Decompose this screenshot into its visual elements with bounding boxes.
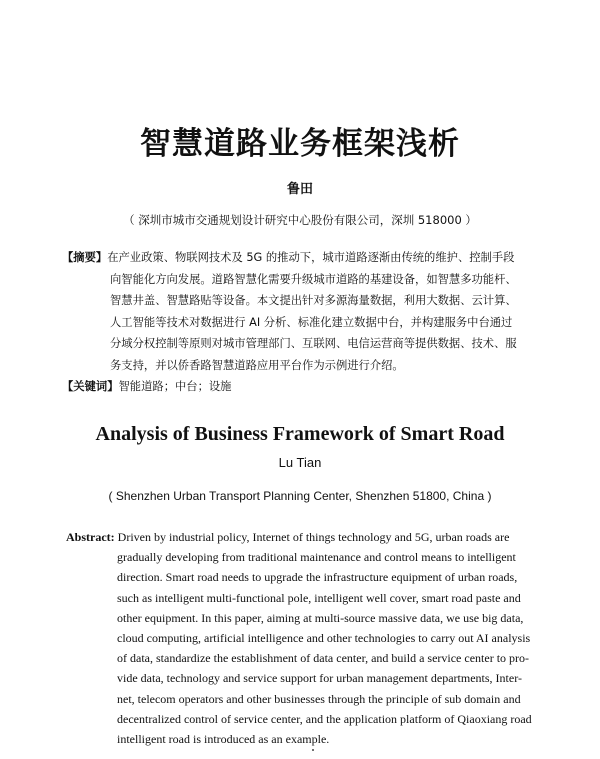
chinese-abstract-line: 人工智能等技术对数据进行 AI 分析、标准化建立数据中台，并构建服务中台通过 — [110, 315, 513, 329]
chinese-abstract-line: 智慧井盖、智慧路贴等设备。本文提出针对多源海量数据，利用大数据、云计算、 — [110, 294, 517, 307]
english-abstract-line: of data, standardize the establishment of data center, and build a service center to pro- — [117, 651, 530, 666]
english-affiliation: ( Shenzhen Urban Transport Planning Center, Shenzhen 51800, China ) — [108, 489, 492, 503]
english-abstract-line: decentralized control of service center, and the application platform of Qiaoxiang road — [117, 711, 532, 726]
english-abstract-text: Driven by industrial policy, Internet of things technology and 5G, urban roads are — [117, 530, 510, 544]
chinese-abstract-line — [62, 247, 552, 269]
english-abstract-line: vide data, technology and service support for urban management departments, Inter- — [117, 671, 522, 686]
chinese-author: 鲁田 — [286, 182, 313, 197]
chinese-abstract-line: 务支持，并以侨香路智慧道路应用平台作为示例进行介绍。 — [110, 358, 404, 372]
chinese-abstract-line: 向智能化方向发展。道路智慧化需要升级城市道路的基建设备，如智慧多功能杆、 — [110, 272, 517, 286]
english-abstract-line: such as intelligent multi-functional pole, intelligent well cover, smart road paste and — [117, 590, 521, 605]
english-abstract-label: Abstract: — [66, 530, 115, 544]
english-title: Analysis of Business Framework of Smart Road — [95, 423, 505, 445]
english-abstract-line: gradually developing from traditional maintenance and control means to intelligent — [117, 550, 516, 565]
chinese-abstract-line: 分域分权控制等原则对城市管理部门、互联网、电信运营商等提供数据、技术、服 — [110, 337, 517, 350]
chinese-title: 智慧道路业务框架浅析 — [140, 126, 460, 162]
chinese-abstract — [62, 247, 552, 398]
english-abstract-line: direction. Smart road needs to upgrade the infrastructure equipment of urban roads, — [117, 570, 518, 585]
english-abstract — [66, 527, 546, 749]
chinese-abstract-label: 【摘要】 — [62, 251, 108, 264]
chinese-keywords: 智能道路；中台；设施 — [118, 380, 232, 393]
scan-speck — [312, 749, 314, 751]
english-abstract-line: cloud computing, artificial intelligence and other technologies to carry out AI analysis — [117, 630, 531, 645]
english-abstract-line — [66, 527, 546, 547]
chinese-keywords-line — [62, 376, 552, 398]
chinese-keywords-label: 【关键词】 — [62, 380, 119, 393]
english-abstract-line: net, telecom operators and other businesses through the principle of sub domain and — [117, 691, 521, 706]
english-abstract-line: other equipment. In this paper, aiming at multi-source massive data, we use big data, — [117, 610, 524, 625]
english-author: Lu Tian — [278, 455, 322, 470]
chinese-abstract-text: 在产业政策、物联网技术及 5G 的推动下，城市道路逐渐由传统的维护、控制手段 — [107, 251, 515, 264]
chinese-affiliation: （ 深圳市城市交通规划设计研究中心股份有限公司，深圳 518000 ） — [123, 213, 477, 227]
english-abstract-line: intelligent road is introduced as an example. — [117, 731, 330, 746]
